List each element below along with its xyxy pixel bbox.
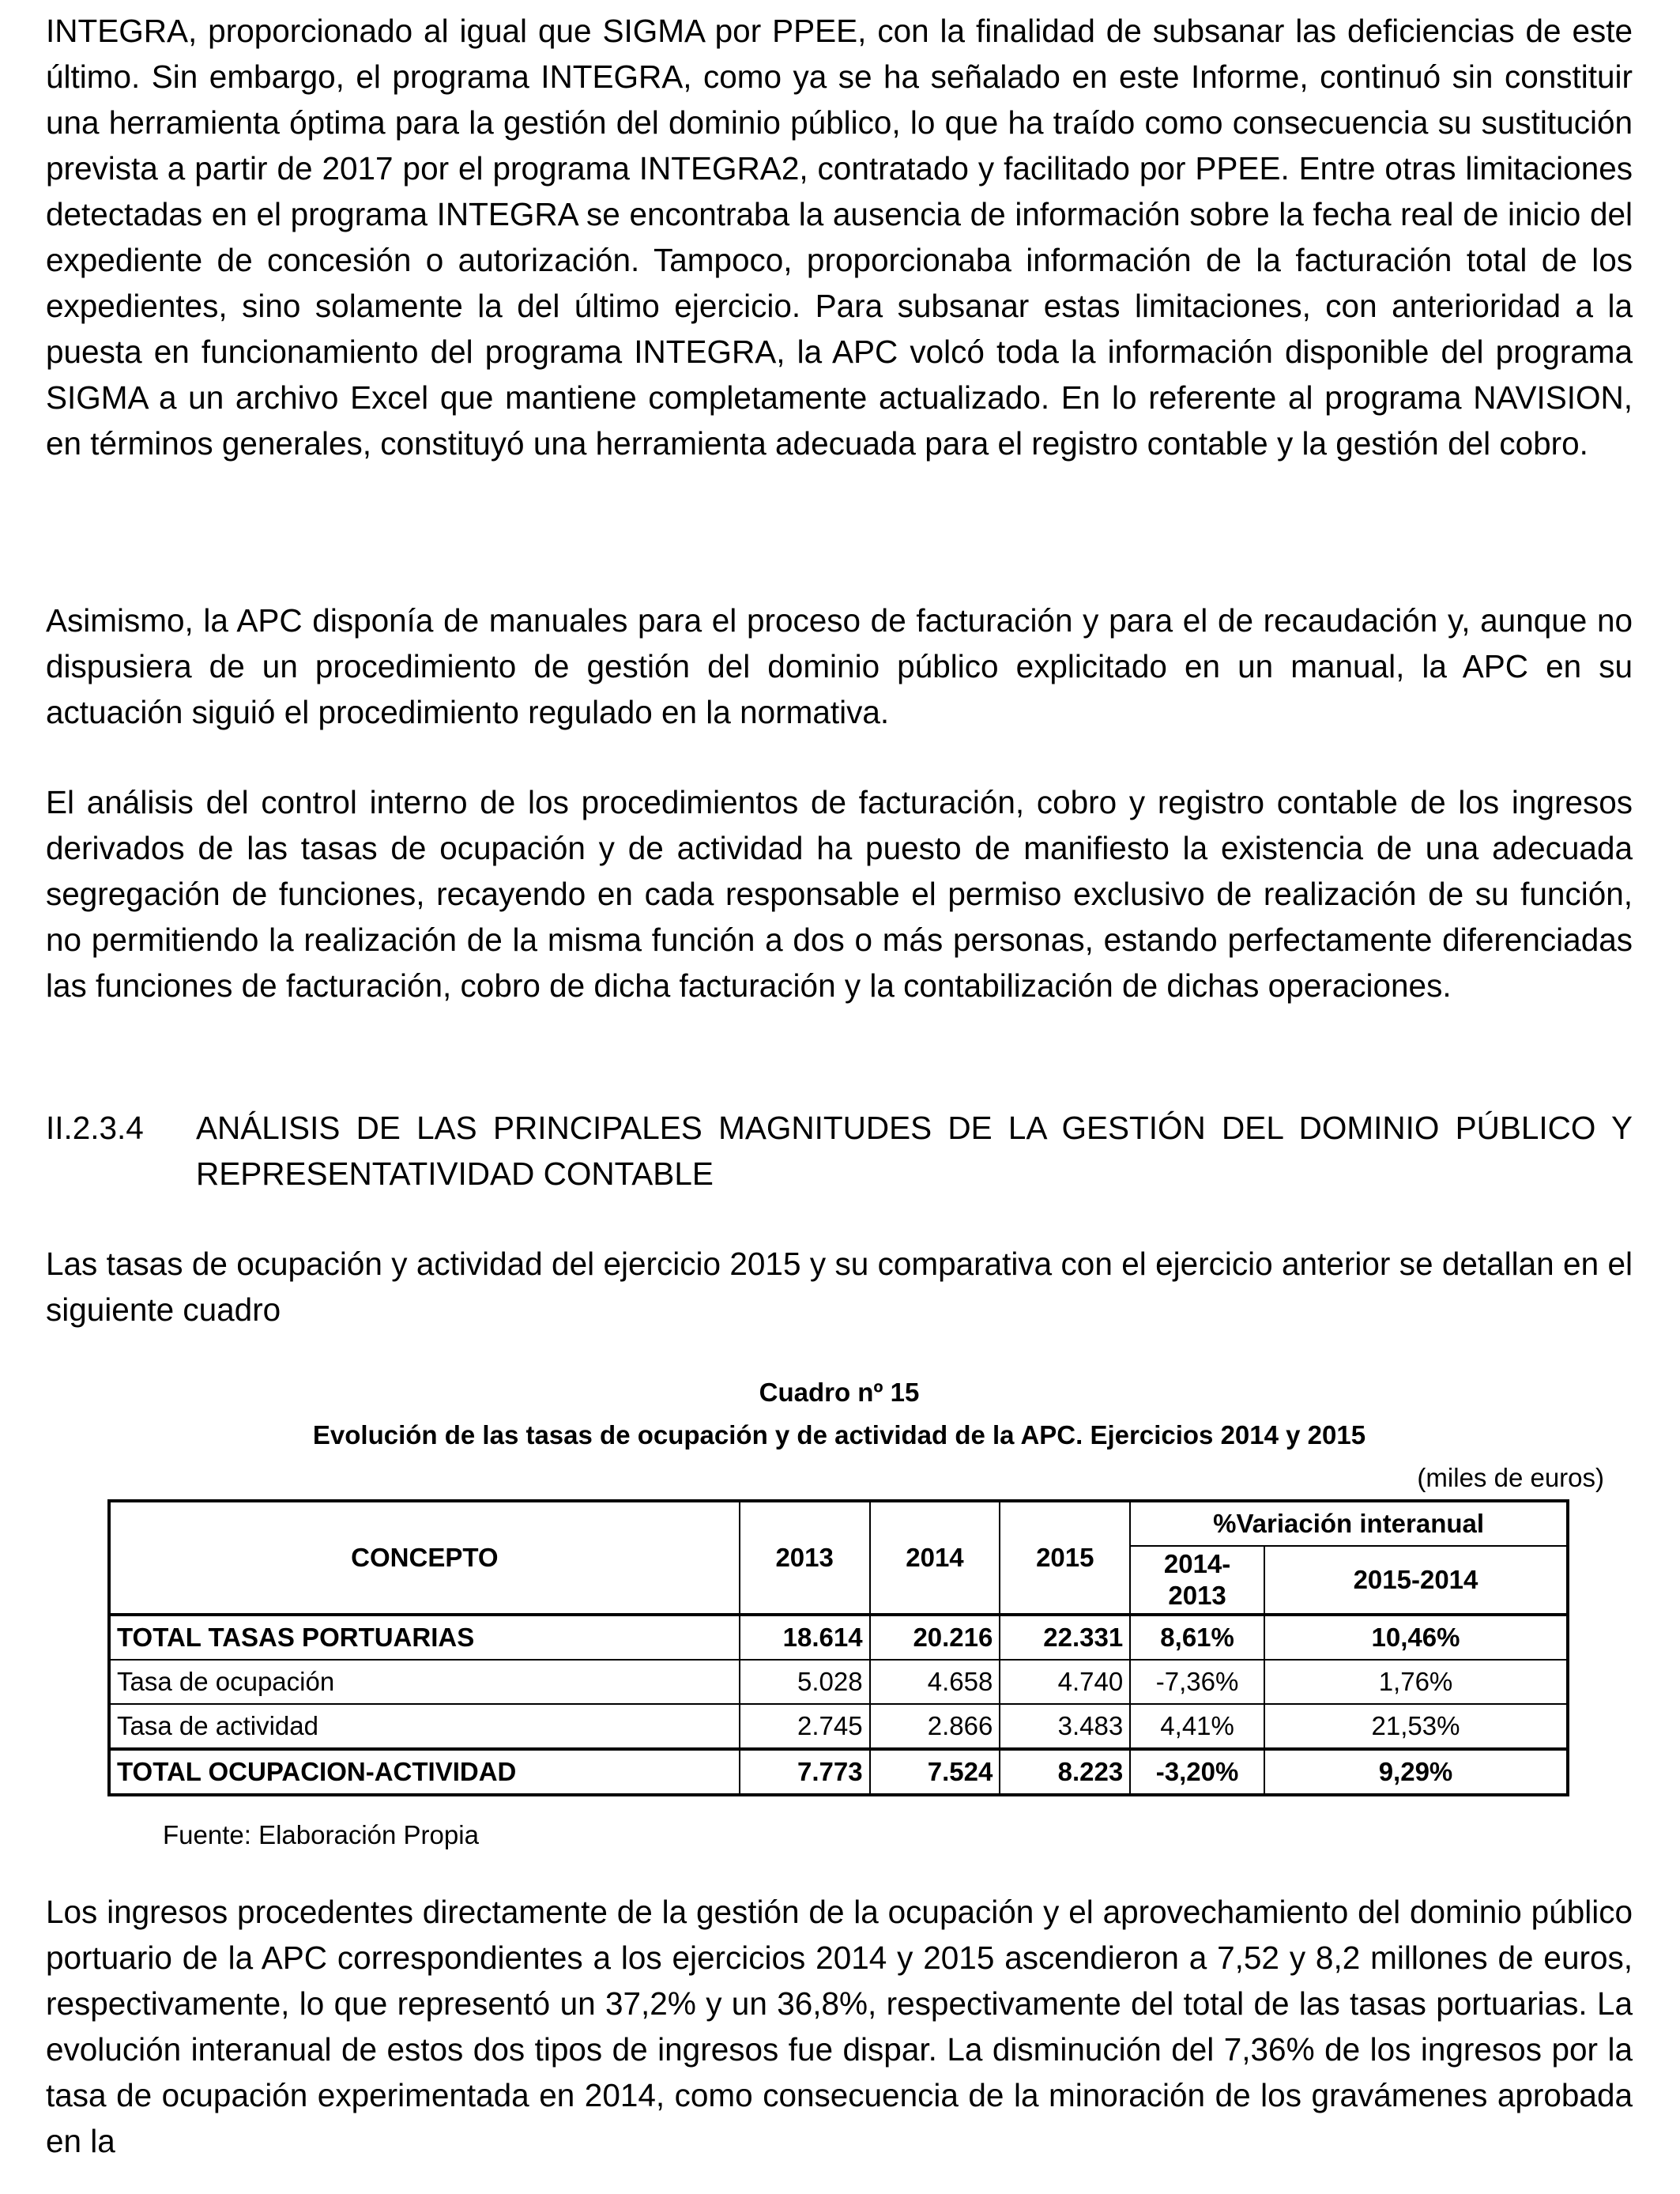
cell-var2: 21,53% — [1264, 1704, 1568, 1749]
cell-y2013: 18.614 — [740, 1615, 870, 1660]
cell-var1: 4,41% — [1130, 1704, 1264, 1749]
data-table — [107, 1499, 1569, 1796]
cell-concepto: TOTAL OCUPACION-ACTIVIDAD — [109, 1749, 740, 1795]
section-title: ANÁLISIS DE LAS PRINCIPALES MAGNITUDES DE LA GESTIÓN DEL DOMINIO PÚBLICO Y REPRESENTATIVIDAD CONTABLE — [196, 1110, 1633, 1192]
cell-concepto: Tasa de ocupación — [109, 1660, 740, 1704]
cell-var2: 9,29% — [1264, 1749, 1568, 1795]
header-concepto: CONCEPTO — [109, 1501, 740, 1615]
cell-var2: 10,46% — [1264, 1615, 1568, 1660]
table-row — [109, 1660, 1568, 1704]
cell-y2014: 4.658 — [870, 1660, 1000, 1704]
cell-y2015: 8.223 — [1000, 1749, 1130, 1795]
header-2014: 2014 — [870, 1501, 1000, 1615]
table-row — [109, 1749, 1568, 1795]
cell-y2015: 3.483 — [1000, 1704, 1130, 1749]
table-units: (miles de euros) — [1417, 1463, 1604, 1492]
cell-y2015: 4.740 — [1000, 1660, 1130, 1704]
paragraph-manuales: Asimismo, la APC disponía de manuales para el proceso de facturación y para el de recaudación y, aunque no dispusiera de un procedimiento de gestión del dominio público explicitado en un manual, la APC en su actuación siguió el procedimiento regulado en la normativa. — [46, 602, 1633, 730]
cell-y2014: 7.524 — [870, 1749, 1000, 1795]
header-var-2014-2013: 2014- 2013 — [1130, 1546, 1264, 1615]
header-var-2015-2014: 2015-2014 — [1264, 1546, 1568, 1615]
header-2013: 2013 — [740, 1501, 870, 1615]
table-row — [109, 1615, 1568, 1660]
table-source: Fuente: Elaboración Propia — [163, 1820, 479, 1849]
cell-y2015: 22.331 — [1000, 1615, 1130, 1660]
cell-y2013: 7.773 — [740, 1749, 870, 1795]
paragraph-intro-cuadro: Las tasas de ocupación y actividad del ejercicio 2015 y su comparativa con el ejercicio anterior se detallan en el siguiente cuadro — [46, 1246, 1633, 1328]
cell-y2014: 20.216 — [870, 1615, 1000, 1660]
cell-var1: -3,20% — [1130, 1749, 1264, 1795]
cell-y2013: 5.028 — [740, 1660, 870, 1704]
cell-var2: 1,76% — [1264, 1660, 1568, 1704]
cell-y2014: 2.866 — [870, 1704, 1000, 1749]
cell-concepto: Tasa de actividad — [109, 1704, 740, 1749]
table-number: Cuadro nº 15 — [759, 1378, 920, 1407]
paragraph-control-interno: El análisis del control interno de los procedimientos de facturación, cobro y registro contable de los ingresos derivados de las tasas de ocupación y de actividad ha puesto de manifiesto la existencia de una adecuada segregación de funciones, recayendo en cada responsable el permiso exclusivo de realización de su función, no permitiendo la realización de la misma función a dos o más personas, estando perfectamente diferenciadas las funciones de facturación, cobro de dicha facturación y la contabilización de dichas operaciones. — [46, 784, 1633, 1004]
paragraph-ingresos: Los ingresos procedentes directamente de la gestión de la ocupación y el aprovechamiento del dominio público portuario de la APC correspondientes a los ejercicios 2014 y 2015 ascendieron a 7,52 y 8,2 millones de euros, respectivamente, lo que representó un 37,2% y un 36,8%, respectivamente del total de las tasas portuarias. La evolución interanual de estos dos tipos de ingresos fue dispar. La disminución del 7,36% de los ingresos por la tasa de ocupación experimentada en 2014, como consecuencia de la minoración de los gravámenes aprobada en la — [46, 1894, 1633, 2159]
section-heading — [46, 1105, 1633, 1197]
cell-y2013: 2.745 — [740, 1704, 870, 1749]
cell-var1: -7,36% — [1130, 1660, 1264, 1704]
cell-concepto: TOTAL TASAS PORTUARIAS — [109, 1615, 740, 1660]
header-variacion: %Variación interanual — [1130, 1501, 1568, 1546]
paragraph-integra: INTEGRA, proporcionado al igual que SIGMA por PPEE, con la finalidad de subsanar las deficiencias de este último. Sin embargo, el programa INTEGRA, como ya se ha señalado en este Informe, continuó sin constituir una herramienta óptima para la gestión del dominio público, lo que ha traído como consecuencia su sustitución prevista a partir de 2017 por el programa INTEGRA2, contratado y facilitado por PPEE. Entre otras limitaciones detectadas en el programa INTEGRA se encontraba la ausencia de información sobre la fecha real de inicio del expediente de concesión o autorización. Tampoco, proporcionaba información de la facturación total de los expedientes, sino solamente la del último ejercicio. Para subsanar estas limitaciones, con anterioridad a la puesta en funcionamiento del programa INTEGRA, la APC volcó toda la información disponible del programa SIGMA a un archivo Excel que mantiene completamente actualizado. En lo referente al programa NAVISION, en términos generales, constituyó una herramienta adecuada para el registro contable y la gestión del cobro. — [46, 13, 1633, 462]
table-title: Evolución de las tasas de ocupación y de actividad de la APC. Ejercicios 2014 y 2015 — [312, 1420, 1366, 1449]
cell-var1: 8,61% — [1130, 1615, 1264, 1660]
header-2015: 2015 — [1000, 1501, 1130, 1615]
table-row — [109, 1704, 1568, 1749]
section-number: II.2.3.4 — [46, 1110, 144, 1146]
